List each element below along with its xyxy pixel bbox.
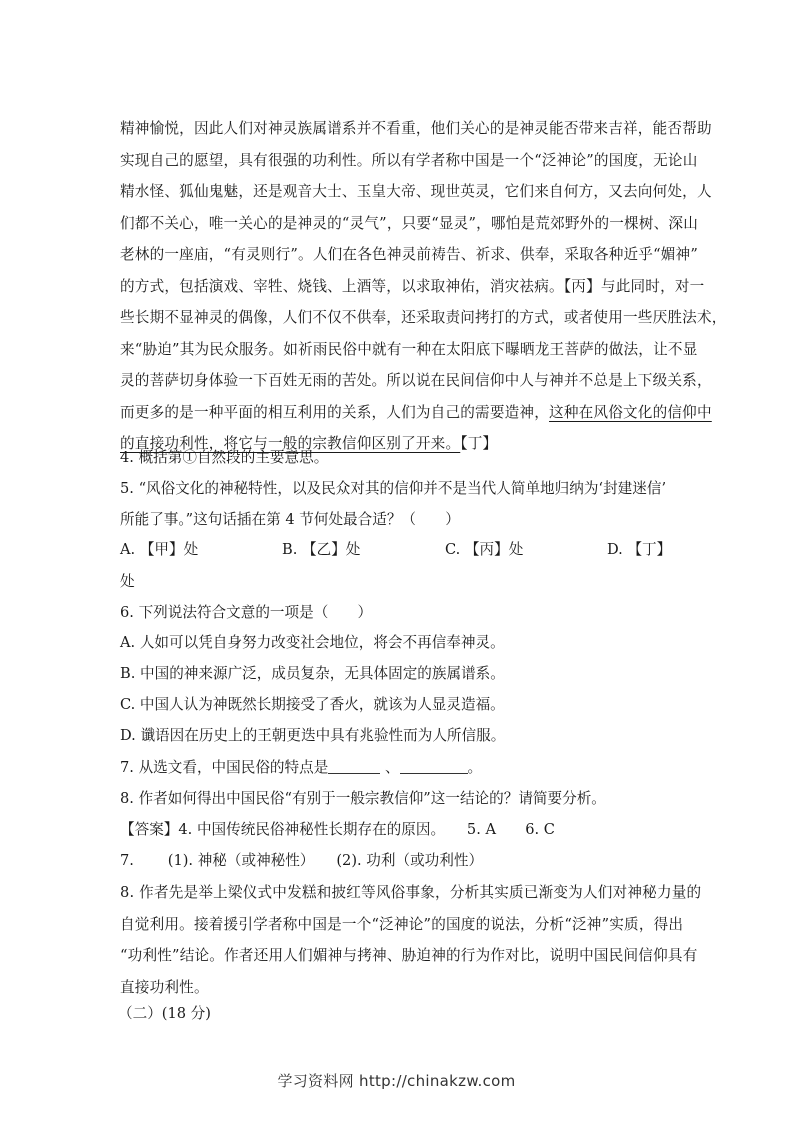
question-5-line1: 5. “风俗文化的神秘特性，以及民众对其的信仰并不是当代人简单地归纳为‘封建迷信’ [120, 480, 667, 497]
page-footer: 学习资料网 http://chinakzw.com [277, 1072, 516, 1090]
section-heading: （二）(18 分) [118, 1005, 211, 1022]
passage-line: 的方式，包括演戏、宰牲、烧钱、上酒等，以求取神佑，消灾祛病。【丙】与此同时，对一 [120, 277, 705, 295]
q6-option-b: B. 中国的神来源广泛，成员复杂，无具体固定的族属谱系。 [120, 665, 505, 682]
q6-option-a: A. 人如可以凭自身努力改变社会地位，将会不再信奉神灵。 [120, 634, 505, 651]
passage-line: 实现自己的愿望，具有很强的功利性。所以有学者称中国是一个“泛神论”的国度，无论山 [120, 151, 698, 169]
underlined-sentence: 的直接功利性，将它与一般的宗教信仰区别了开来。 [120, 435, 461, 452]
q5-option-c: C. 【丙】处 [445, 541, 524, 558]
q5-option-d: D. 【丁】 [607, 541, 672, 558]
q5-option-b: B. 【乙】处 [282, 541, 361, 558]
marker-ding: 【丁】 [460, 435, 498, 452]
q7-separator: 、 [384, 759, 400, 776]
q7-end: 。 [467, 759, 483, 776]
answer-line: 自觉利用。接着援引学者称中国是一个“泛神论”的国度的说法，分析“泛神”实质，得出 [120, 915, 684, 933]
passage-line: 来“胁迫”其为民众服务。如祈雨民俗中就有一种在太阳底下曝晒龙王菩萨的做法，让不显 [120, 340, 698, 358]
answer-q8-paragraph [120, 877, 702, 1003]
passage-line: 精神愉悦，因此人们对神灵族属谱系并不看重，他们关心的是神灵能否带来吉祥，能否帮助 [120, 120, 712, 137]
question-6: 6. 下列说法符合文意的一项是（ ） [120, 604, 373, 621]
q5-option-a: A. 【甲】处 [120, 541, 199, 558]
answer-line: 直接功利性。 [120, 978, 209, 996]
answer-line: 8. 作者先是举上梁仪式中发糕和披红等风俗事象，分析其实质已渐变为人们对神秘力量的 [120, 884, 702, 901]
answer-blank-1 [328, 759, 380, 774]
answer-line: “功利性”结论。作者还用人们媚神与拷神、胁迫神的行为作对比，说明中国民间信仰具有 [120, 947, 698, 964]
passage-line: 老林的一座庙，“有灵则行”。人们在各色神灵前祷告、祈求、供奉，采取各种近乎“媚神” [120, 246, 699, 263]
passage-text: 而更多的是一种平面的相互利用的关系，人们为自己的需要造神， [120, 403, 550, 421]
question-5-line2: 所能了事。”这句话插在第 4 节何处最合适？（ ） [120, 511, 460, 528]
q6-option-c: C. 中国人认为神既然长期接受了香火，就该为人显灵造福。 [120, 696, 505, 713]
passage-line: 们都不关心，唯一关心的是神灵的“灵气”，只要“显灵”，哪怕是荒郊野外的一棵树、深山 [120, 214, 699, 232]
passage-line: 精水怪、狐仙鬼魅，还是观音大士、玉皇大帝、现世英灵，它们来自何方，又去向何处，人 [120, 183, 712, 200]
answer-blank-2 [400, 759, 468, 774]
q5-option-d-wrap: 处 [120, 573, 135, 590]
passage-line: 些长期不显神灵的偶像，人们不仅不供奉，还采取责问拷打的方式，或者使用一些厌胜法术， [120, 309, 727, 326]
underlined-sentence: 这种在风俗文化的信仰中 [549, 403, 712, 421]
question-7 [120, 758, 482, 778]
q6-option-d: D. 谶语因在历史上的王朝更迭中具有兆验性而为人所信服。 [120, 727, 506, 744]
answer-line-2: 7. (1). 神秘（或神秘性） (2). 功利（或功利性） [120, 852, 484, 869]
passage-paragraph [120, 113, 727, 460]
question-8: 8. 作者如何得出中国民俗“有别于一般宗教信仰”这一结论的？请简要分析。 [120, 790, 606, 807]
passage-line: 灵的菩萨切身体验一下百姓无雨的苦处。所以说在民间信仰中人与神并不总是上下级关系， [120, 372, 712, 389]
passage-line [120, 397, 712, 429]
question-4: 4. 概括第①自然段的主要意思。 [120, 449, 329, 466]
q7-text: 7. 从选文看，中国民俗的特点是 [120, 759, 329, 776]
answer-line-1: 【答案】4. 中国传统民俗神秘性长期存在的原因。 5. A 6. C [120, 821, 555, 838]
